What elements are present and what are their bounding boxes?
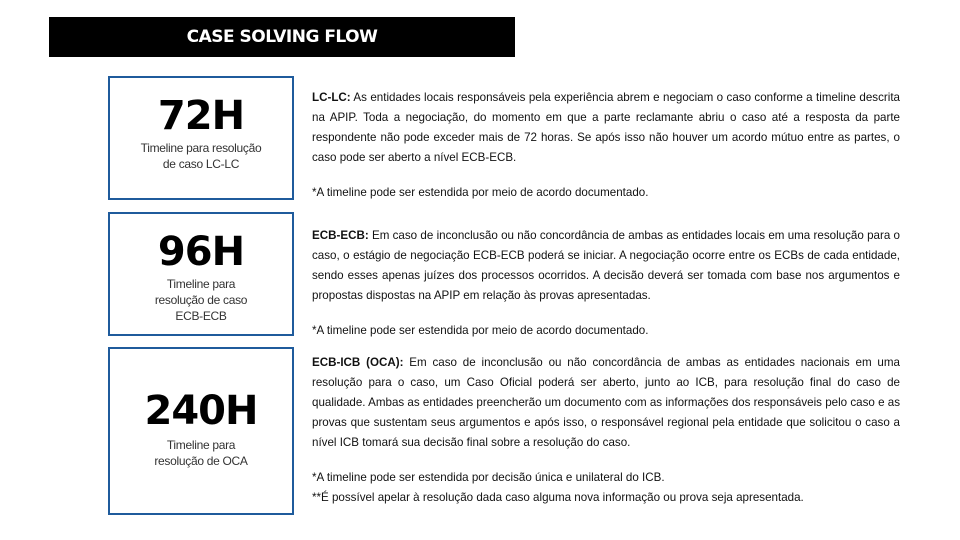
timeline-caption: Timeline para resolução de caso LC-LC bbox=[140, 141, 262, 171]
section-lc-lc bbox=[312, 88, 900, 203]
timeline-hours: 72H bbox=[157, 93, 245, 139]
title-bar bbox=[49, 17, 515, 57]
section-ecb-ecb bbox=[312, 226, 900, 341]
timeline-box-ecb-ecb bbox=[108, 212, 294, 336]
section-label: ECB-ECB: bbox=[312, 229, 369, 242]
timeline-box-lc-lc bbox=[108, 76, 294, 200]
page-title: CASE SOLVING FLOW bbox=[186, 27, 378, 47]
timeline-hours: 96H bbox=[157, 229, 245, 275]
section-paragraph bbox=[312, 88, 900, 168]
section-body: As entidades locais responsáveis pela experiência abrem e negociam o caso conforme a timeline descrita na APIP. Toda a negociação, do momento em que a parte reclamante abriu o caso até a resposta da parte respondente não pode exceder mais de 72 horas. Se após isso não houver um acordo mútuo entre as partes, o caso pode ser aberto a nível ECB-ECB. bbox=[312, 91, 900, 164]
section-appeal-note: **É possível apelar à resolução dada caso alguma nova informação ou prova seja apresentada. bbox=[312, 491, 804, 504]
section-label: ECB-ICB (OCA): bbox=[312, 356, 404, 369]
section-note: *A timeline pode ser estendida por meio de acordo documentado. bbox=[312, 324, 649, 337]
timeline-box-oca bbox=[108, 347, 294, 515]
section-body: Em caso de inconclusão ou não concordância de ambas as entidades locais em uma resolução para o caso, o estágio de negociação ECB-ECB poderá se iniciar. A negociação ocorre entre os ECBs de cada entidade, sendo esses apenas juízes dos processos ocorridos. A decisão deverá ser tomada com base nos argumentos e propostas dispostas na APIP em relação às provas apresentadas. bbox=[312, 229, 900, 302]
section-body: Em caso de inconclusão ou não concordância de ambas as entidades nacionais em uma resolução para o caso, um Caso Oficial poderá ser aberto, junto ao ICB, para resolução final do caso de qualidade. Ambas as entidades preencherão um documento com as informações dos responsáveis pelo caso e as provas que sustentam seus argumentos e após isso, o responsável regional pela entidade que solicitou o caso a nível ICB tomará sua decisão final sobre a resolução do caso. bbox=[312, 356, 900, 449]
section-label: LC-LC: bbox=[312, 91, 351, 104]
timeline-hours: 240H bbox=[144, 388, 258, 434]
timeline-caption: Timeline para resolução de caso ECB-ECB bbox=[154, 277, 248, 323]
section-note: *A timeline pode ser estendida por meio de acordo documentado. bbox=[312, 186, 649, 199]
section-note: *A timeline pode ser estendida por decisão única e unilateral do ICB. bbox=[312, 471, 665, 484]
section-ecb-icb bbox=[312, 353, 900, 508]
section-paragraph bbox=[312, 226, 900, 306]
timeline-caption: Timeline para resolução de OCA bbox=[154, 438, 248, 468]
section-paragraph bbox=[312, 353, 900, 453]
